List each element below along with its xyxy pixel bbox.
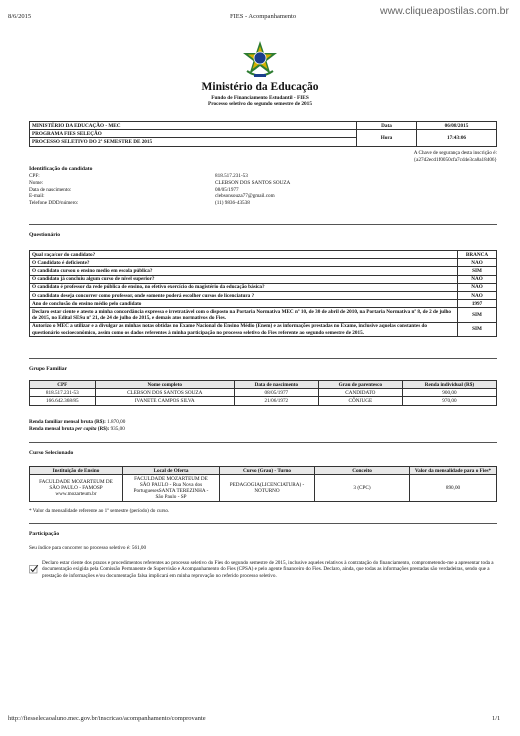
location-line: São Paulo - SP — [155, 494, 187, 501]
table-row — [30, 389, 497, 397]
question-answer: 1997 — [458, 300, 497, 308]
course-location-cell — [123, 475, 220, 502]
course-footnote: * Valor da mensalidade referente ao 1º semestre (período) do curso. — [29, 508, 170, 514]
income-total-value: 1.870,00 — [107, 419, 126, 425]
course-name: PEDAGOGIA(LICENCIATURA) - — [229, 481, 305, 488]
participation-section-title: Participação — [29, 531, 60, 537]
field-label: CPF: — [29, 173, 40, 179]
table-row — [30, 259, 497, 267]
column-header: Local de Oferta — [123, 467, 220, 475]
field-value: 818.517.231-53 — [215, 173, 248, 179]
table-cell: CLEBSON DOS SANTOS SOUZA — [95, 389, 234, 397]
course-name-cell — [220, 475, 315, 502]
info-date-label: Data — [357, 122, 417, 130]
table-cell: CANDIDATO — [318, 389, 402, 397]
family-income-total — [29, 419, 125, 425]
info-table — [29, 121, 497, 147]
candidate-fields — [29, 173, 329, 207]
security-key-label: A Chave de segurança desta inscrição é: — [413, 150, 497, 156]
course-fee-cell: 890,00 — [410, 475, 497, 502]
field-label: E-mail: — [29, 193, 45, 200]
question-text: O candidato é professor da rede pública de ensino, no efetivo exercício do magistério da educação básica? — [30, 283, 458, 291]
candidate-name-row — [29, 180, 329, 187]
question-answer: SIM — [458, 267, 497, 275]
table-row — [30, 322, 497, 336]
location-line: FACULDADE MOZARTEUM DE — [134, 475, 208, 482]
print-footer-url: http://fiesselecaoaluno.mec.gov.br/inscricao/acompanhamento/comprovante — [8, 715, 206, 722]
column-header: Nome completo — [95, 381, 234, 389]
table-cell: 900,00 — [402, 389, 496, 397]
course-shift: NOTURNO — [254, 488, 280, 495]
income-per-capita-value: 935,00 — [110, 426, 125, 432]
column-header: Grau de parentesco — [318, 381, 402, 389]
divider — [29, 224, 497, 225]
column-header: Valor da mensalidade para o Fies* — [410, 467, 497, 475]
table-cell: 970,00 — [402, 397, 496, 405]
question-answer: NAO — [458, 259, 497, 267]
table-row — [30, 397, 497, 405]
table-row — [30, 283, 497, 291]
table-cell: 166.642.368/85 — [30, 397, 96, 405]
question-answer: BRANCA — [458, 251, 497, 259]
candidate-section-title: Identificação do candidato — [29, 166, 93, 172]
course-concept-cell: 3 (CPC) — [315, 475, 410, 502]
course-institution-cell — [30, 475, 123, 502]
income-per-capita-label-unit: (R$): — [96, 426, 110, 432]
column-header: Renda individual (R$) — [402, 381, 496, 389]
page-subtitle-process: Processo seletivo do segundo semestre de 2015 — [208, 101, 312, 107]
table-cell: 21/06/1972 — [234, 397, 318, 405]
table-row — [30, 300, 497, 308]
question-text: O candidato deseja concorrer como professor, onde somente poderá escolher cursos de licenciatura ? — [30, 292, 458, 300]
question-text: O candidato já concluiu algum curso de nível superior? — [30, 275, 458, 283]
question-answer: NAO — [458, 283, 497, 291]
divider — [29, 523, 497, 524]
question-answer: SIM — [458, 322, 497, 336]
info-ministry: MINISTÉRIO DA EDUCAÇÃO - MEC — [30, 122, 357, 130]
table-row — [30, 292, 497, 300]
table-cell: IVANETE CAMPOS SILVA — [95, 397, 234, 405]
questionnaire-table — [29, 250, 497, 337]
institution-name-cont: SÃO PAULO - FAMOSP — [49, 485, 103, 491]
info-date-value: 06/08/2015 — [417, 122, 497, 130]
institution-name: FACULDADE MOZARTEUM DE — [39, 478, 113, 485]
table-row — [30, 308, 497, 322]
question-text: O candidato cursou o ensino medio em escola pública? — [30, 267, 458, 275]
column-header: Conceito — [315, 467, 410, 475]
table-row — [30, 251, 497, 259]
column-header: Data de nascimento — [234, 381, 318, 389]
family-income-per-capita — [29, 426, 125, 432]
table-row — [30, 275, 497, 283]
column-header: CPF — [30, 381, 96, 389]
info-time-label: Hora — [357, 130, 417, 146]
family-table — [29, 380, 497, 406]
table-row — [30, 267, 497, 275]
question-text: O Candidato é deficiente? — [30, 259, 458, 267]
checkbox-checked-icon — [29, 561, 39, 571]
column-header: Instituição de Ensino — [30, 467, 123, 475]
info-program: PROGRAMA FIES SELEÇÃO — [30, 130, 357, 138]
question-text: Qual raça/cor do candidato? — [30, 251, 458, 259]
institution-site: www.mozarteum.br — [55, 491, 97, 498]
question-answer: SIM — [458, 308, 497, 322]
location-line: SÃO PAULO - Rua Nova dos — [139, 481, 203, 488]
info-process: PROCESSO SELETIVO DO 2º SEMESTRE DE 2015 — [30, 138, 357, 146]
question-text: Autorizo o MEC a utilizar e a divulgar as minhas notas obtidas no Exame Nacional do Ensino Médio (Enem) e as informações prestadas no Exame, inclusive aquelas constantes do questionário socioeconômico, assim como os dados referentes à minha participação no processo seletivo do Fies referente ao segundo semestre de 2015. — [30, 322, 458, 336]
field-value: clebsonsouza77@gmail.com — [215, 193, 275, 200]
print-title: FIES - Acompanhamento — [230, 13, 297, 20]
field-label: Nome: — [29, 179, 44, 186]
table-row — [30, 475, 497, 502]
income-per-capita-label-italic: per capita — [75, 426, 97, 432]
candidate-phone-row — [29, 200, 329, 207]
candidate-cpf-row — [29, 173, 329, 180]
watermark: www.cliqueapostilas.com.br — [380, 5, 509, 17]
security-key-value: {a27d2ecd1f0050cfa7cd4e3ca8a18406} — [413, 157, 497, 163]
candidate-birth-row — [29, 187, 329, 194]
field-label: Data de nascimento: — [29, 186, 72, 193]
field-value: 08/05/1977 — [215, 186, 239, 193]
questionnaire-section-title: Questionário — [29, 232, 61, 238]
course-section-title: Curso Selecionado — [29, 450, 74, 456]
income-total-label: Renda familiar mensal bruta (R$): — [29, 419, 106, 425]
print-date: 8/6/2015 — [8, 13, 32, 20]
participation-score: Seu índice para concorrer no processo seletivo é: 561,00 — [29, 545, 147, 551]
republic-emblem-icon — [241, 40, 279, 80]
divider — [29, 442, 497, 443]
divider — [29, 358, 497, 359]
question-answer: NAO — [458, 275, 497, 283]
print-footer-page: 1/1 — [492, 715, 501, 722]
family-section-title: Grupo Familiar — [29, 366, 68, 372]
info-time-value: 17:43:06 — [417, 130, 497, 146]
table-header-row — [30, 381, 497, 389]
field-label: Telefone DDD/número: — [29, 200, 79, 207]
question-answer: NAO — [458, 292, 497, 300]
income-per-capita-label: Renda mensal bruta — [29, 426, 76, 432]
location-line: PortuguesesSANTA TEREZINHA - — [133, 488, 209, 495]
table-cell: CÔNJUGE — [318, 397, 402, 405]
table-header-row — [30, 467, 497, 475]
column-header: Curso (Grau) - Turno — [220, 467, 315, 475]
course-table — [29, 466, 497, 502]
table-cell: 818.517.231-53 — [30, 389, 96, 397]
question-text: Ano de conclusão do ensino médio pelo candidato — [30, 300, 458, 308]
table-cell: 08/05/1977 — [234, 389, 318, 397]
participation-declaration: Declaro estar ciente dos prazos e procedimentos referentes ao processo seletivo do Fies do segundo semestre de 2015, inclusive aqueles relativos à contratação do financiamento, comprometendo-me a apresentar toda a documentação exigida pela Comissão Permanente de Supervisão e Acompanhamento do Fies (CPSA) e pelo agente financeiro do Fies. Declaro, ainda, que todas as informações prestadas são verdadeiras, sendo que a prestação de informações e/ou documentação falsa implicará em minha reprovação no referido processo seletivo. — [42, 560, 494, 579]
field-value: (11) 9836-43538 — [215, 200, 250, 207]
page-subtitle-fund: Fundo de Financiamento Estudantil - FIES — [211, 95, 309, 101]
field-value: CLEBSON DOS SANTOS SOUZA — [215, 179, 291, 186]
question-text: Declaro estar ciente e atesto a minha concordância expressa e irretratável com o disposto na Portaria Normativa MEC nº 10, de 30 de abril de 2010, na Portaria Normativa nº 8, de 2 de julho de 2015, no Edital SESu nº 21, de 24 de julho de 2015, e demais atos normativos do Fies. — [30, 308, 458, 322]
page-title: Ministério da Educação — [201, 81, 319, 93]
